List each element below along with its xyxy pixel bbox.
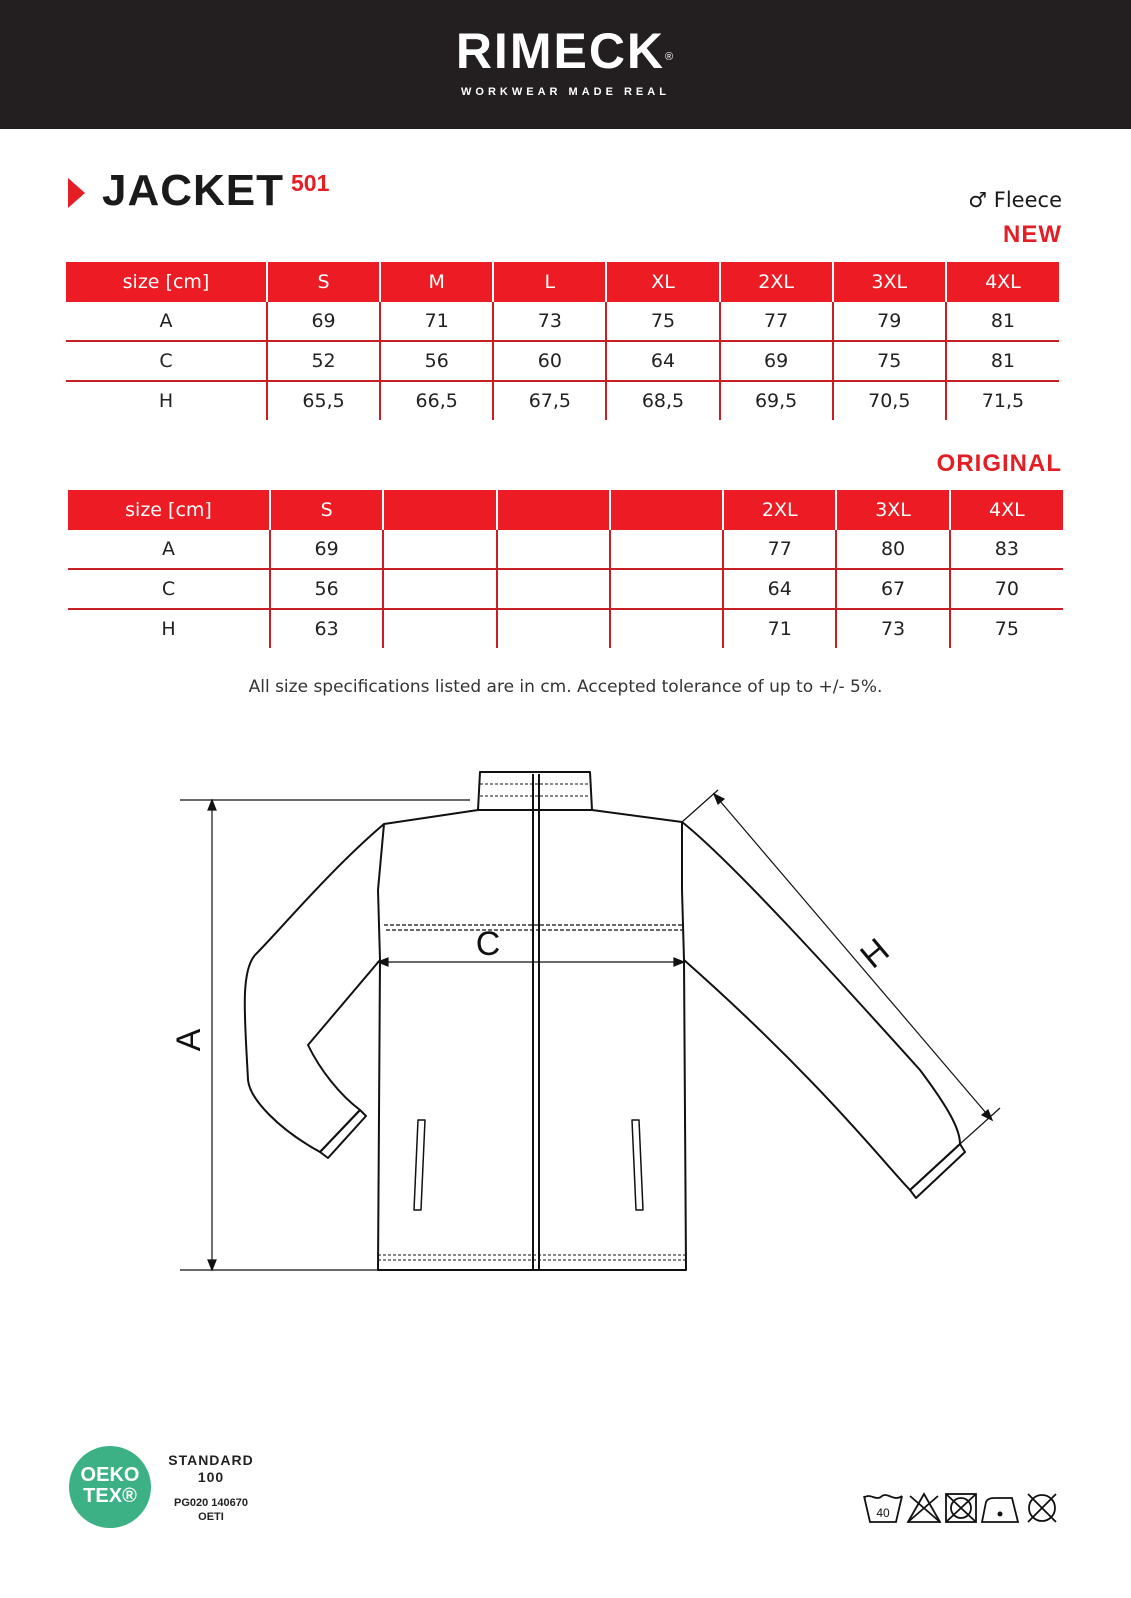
table-header-row: [68, 490, 1063, 530]
measurement-value: 63: [270, 609, 383, 648]
measurement-value: 81: [946, 302, 1059, 341]
measurement-value: 79: [833, 302, 946, 341]
measurement-value: 77: [723, 530, 836, 569]
no-dry-clean-icon: [1028, 1494, 1056, 1522]
standard-line2: 100: [197, 1469, 225, 1485]
measurement-label: C: [68, 569, 270, 609]
title-arrow-icon: [68, 178, 85, 208]
measurement-value: [610, 569, 723, 609]
size-column-header: 4XL: [946, 262, 1059, 302]
measurement-label: C: [66, 341, 267, 381]
measurement-value: 83: [950, 530, 1063, 569]
table-row: [66, 341, 1059, 381]
measurement-value: [610, 530, 723, 569]
size-column-header: 4XL: [950, 490, 1063, 530]
measurement-value: 69,5: [720, 381, 833, 420]
oeko-tex-logo: [69, 1446, 151, 1528]
jacket-diagram: [170, 750, 1030, 1310]
measurement-value: 70: [950, 569, 1063, 609]
measurement-label: H: [68, 609, 270, 648]
no-tumble-dry-icon: [946, 1494, 976, 1522]
cert-institute: OETI: [198, 1511, 224, 1523]
right-cuff: [910, 1144, 965, 1198]
svg-text:40: 40: [876, 1506, 890, 1520]
measurement-value: 81: [946, 341, 1059, 381]
measurement-value: 69: [267, 302, 380, 341]
measurement-value: 64: [723, 569, 836, 609]
measurement-value: 67: [836, 569, 949, 609]
brand-logo: [0, 24, 1131, 78]
measurement-value: 68,5: [606, 381, 719, 420]
measurement-value: 71: [380, 302, 493, 341]
measurement-value: 69: [270, 530, 383, 569]
measurement-value: [610, 609, 723, 648]
size-column-header: [383, 490, 496, 530]
size-unit-header: size [cm]: [68, 490, 270, 530]
size-column-header: 3XL: [836, 490, 949, 530]
size-column-header: S: [267, 262, 380, 302]
jacket-collar: [478, 772, 592, 810]
brand-header: [0, 0, 1131, 129]
size-column-header: M: [380, 262, 493, 302]
table-header-row: [66, 262, 1059, 302]
left-pocket: [414, 1120, 425, 1210]
standard-line1: STANDARD: [168, 1452, 254, 1468]
measurement-value: 52: [267, 341, 380, 381]
cert-code: PG020 140670: [173, 1497, 248, 1509]
measurement-label: H: [66, 381, 267, 420]
original-table-label: ORIGINAL: [936, 450, 1062, 477]
measurement-value: 65,5: [267, 381, 380, 420]
measurement-value: 66,5: [380, 381, 493, 420]
measurement-value: 75: [950, 609, 1063, 648]
measurement-value: 77: [720, 302, 833, 341]
measurement-value: [383, 609, 496, 648]
product-title: JACKET: [102, 166, 285, 215]
dimension-h-label: H: [853, 931, 897, 977]
table-row: [68, 609, 1063, 648]
size-column-header: L: [493, 262, 606, 302]
wash-40-icon: [864, 1495, 902, 1522]
measurement-value: 60: [493, 341, 606, 381]
registered-mark: ®: [665, 51, 676, 63]
brand-tagline: WORKWEAR MADE REAL: [461, 86, 670, 98]
dimension-a-label: A: [170, 1028, 208, 1052]
new-table-label: NEW: [1003, 221, 1062, 248]
product-number: 501: [291, 170, 330, 196]
fabric-label: Fleece: [993, 188, 1062, 212]
left-cuff: [320, 1110, 366, 1158]
measurement-value: 71,5: [946, 381, 1059, 420]
right-pocket: [632, 1120, 643, 1210]
measurement-value: 70,5: [833, 381, 946, 420]
product-fabric: [968, 188, 1062, 212]
dimension-c-label: C: [475, 925, 501, 963]
left-sleeve: [245, 824, 384, 1152]
measurement-value: 64: [606, 341, 719, 381]
table-row: [66, 302, 1059, 341]
measurement-label: A: [159, 310, 173, 332]
size-column-header: [610, 490, 723, 530]
size-column-header: 3XL: [833, 262, 946, 302]
new-size-table: [66, 262, 1059, 420]
size-column-header: 2XL: [723, 490, 836, 530]
right-sleeve: [682, 822, 960, 1190]
size-unit-header: size [cm]: [66, 262, 267, 302]
size-column-header: 2XL: [720, 262, 833, 302]
measurement-value: [497, 609, 610, 648]
brand-name: RIMECK: [455, 23, 666, 79]
size-column-header: [497, 490, 610, 530]
measurement-value: 75: [833, 341, 946, 381]
measurement-value: 56: [380, 341, 493, 381]
size-column-header: S: [270, 490, 383, 530]
standard-label: [161, 1452, 261, 1486]
measurement-value: 75: [606, 302, 719, 341]
oeko-logo-line2: TEX®: [83, 1485, 137, 1507]
certification-code: [161, 1496, 261, 1524]
measurement-value: 73: [836, 609, 949, 648]
size-column-header: XL: [606, 262, 719, 302]
measurement-value: 56: [270, 569, 383, 609]
no-bleach-icon: [908, 1494, 940, 1522]
measurement-value: 69: [720, 341, 833, 381]
measurement-value: [383, 569, 496, 609]
oeko-logo-line1: OEKO: [80, 1464, 140, 1486]
measurement-value: [383, 530, 496, 569]
measurement-value: [497, 530, 610, 569]
measurement-value: [497, 569, 610, 609]
care-symbols: [862, 1488, 1067, 1528]
table-row: [68, 569, 1063, 609]
measurement-value: 67,5: [493, 381, 606, 420]
measurement-value: 73: [493, 302, 606, 341]
iron-low-icon: [982, 1498, 1018, 1522]
measurement-label: A: [162, 538, 175, 560]
male-icon: ♂: [968, 188, 988, 212]
jacket-zipper: [533, 774, 539, 1270]
measurement-value: 71: [723, 609, 836, 648]
original-size-table: [68, 490, 1063, 648]
tolerance-note: All size specifications listed are in cm. Accepted tolerance of up to +/- 5%.: [248, 677, 883, 697]
table-row: [66, 381, 1059, 420]
table-row: [68, 530, 1063, 569]
measurement-value: 80: [836, 530, 949, 569]
